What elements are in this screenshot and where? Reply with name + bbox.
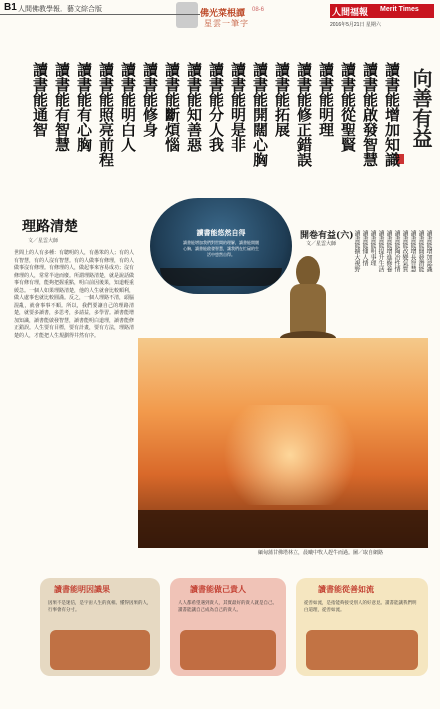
photo-ground [138, 510, 428, 548]
calligraphy-panel [10, 62, 435, 212]
card-title: 讀書能做己貴人 [190, 584, 246, 594]
card-title: 讀書能從善如流 [318, 584, 374, 594]
calligraphy-column: 讀書能拓展 [273, 62, 291, 137]
calligraphy-title: 向善有益 [409, 68, 433, 148]
column-item: 讀書能陶冶性情 [393, 230, 400, 272]
column-item: 讀書能提升生活 [377, 230, 384, 272]
inset-text: 讀書能增加我們對世間的理解，讀書能開闊心胸，讀書能啟發智慧，讓我們在忙碌的生活中悠然自得。 [183, 240, 259, 257]
article-byline: 文／星雲大師 [28, 238, 59, 244]
dust-glow [210, 405, 370, 505]
calligraphy-column: 讀書能有智慧 [53, 62, 71, 152]
guanyin-statue-image [276, 252, 340, 346]
inset-title: 讀書能悠然自得 [196, 228, 246, 237]
calligraphy-column: 讀書能通智 [31, 62, 49, 137]
calligraphy-column: 讀書能增加知識 [383, 62, 401, 167]
calligraphy-column: 讀書能照亮前程 [97, 62, 115, 167]
column-item: 讀書能增長智慧 [409, 230, 416, 272]
calligraphy-column: 讀書能斷煩惱 [163, 62, 181, 152]
card-own-benefactor [170, 578, 286, 676]
card-text: 人人都希望遇到貴人，其實最好的貴人就是自己。讀書能讓自己成為自己的貴人。 [178, 601, 277, 613]
monk-photo [176, 2, 198, 28]
page-header [0, 0, 440, 58]
article-body: 世間上的人有多種：有聰明的人，有愚笨的人；有的人有智慧，有的人沒有智慧。有的人做事有條理，有的人做事沒有條理。有條理的人，做起事來容易成功；沒有條理的人，常常半途而廢。所謂理路清楚，就是說話做事有條有理，能夠把握重點，明白前因後果，知道輕重緩急。一個人如果理路清楚，他的人生就會比較順利，做人處事也就比較圓滿。反之，一個人理路不清，頭腦混亂，就會事事不順。所以，我們要讓自己的理路清楚，就要多讀書，多思考，多請益，多學習。讀書能增加知識，讀書能啟發智慧，讀書能明白道理，讀書能修正錯誤。人生要有目標，要有計畫，要有方法，理路清楚的人，才能把人生規劃得井然有序。 [14, 250, 135, 339]
section-code: B1 [4, 2, 17, 13]
header-rule [0, 14, 200, 15]
inset-ground [160, 268, 282, 286]
card-image [180, 630, 276, 670]
card-cause-effect [40, 578, 160, 676]
column-item: 讀書能改變氣質 [401, 230, 408, 272]
column-item: 讀書能懂人情 [361, 230, 368, 266]
column-item: 讀書能增進修養 [385, 230, 392, 272]
card-image [306, 630, 418, 670]
column-number: 08-6 [252, 7, 265, 13]
article-title: 理路清楚 [22, 219, 78, 235]
calligraphy-column: 讀書能開闊心胸 [251, 62, 269, 167]
column-item: 讀書能擴大視野 [353, 230, 360, 272]
calligraphy-column: 讀書能有心胸 [75, 62, 93, 152]
calligraphy-column: 讀書能啟發智慧 [361, 62, 379, 167]
calligraphy-column: 讀書能修身 [141, 62, 159, 137]
issue-date: 2016年5月21日 星期六 [330, 22, 381, 28]
card-image [50, 630, 150, 670]
calligraphy-column: 讀書能知善惡 [185, 62, 203, 152]
calligraphy-column: 讀書能明是非 [229, 62, 247, 152]
calligraphy-column: 讀書能從聖賢 [339, 62, 357, 152]
brand-name-cn: 人間福報 [332, 7, 369, 17]
calligraphy-column: 讀書能明理 [317, 62, 335, 137]
column-item: 讀書能明事理 [369, 230, 376, 266]
calligraphy-column: 讀書能分人我 [207, 62, 225, 152]
column-name: 佛光菜根譚 [200, 8, 246, 18]
card-follow-good [296, 578, 428, 676]
calligraphy-column: 讀書能修正錯誤 [295, 62, 313, 167]
section-title: 人間佛教學報．藝文綜合版 [18, 6, 102, 13]
column-author: 文／星雲大師 [306, 241, 337, 247]
column-title: 開卷有益(六) [300, 231, 354, 241]
card-text: 從善如流，是指能夠接受別人的好意見。讀書能讓我們明白道理，從善如流。 [304, 601, 417, 613]
column-item: 讀書能開發潛能 [417, 230, 424, 272]
calligraphy-column: 讀書能明白人 [119, 62, 137, 152]
column-item: 讀書能增加認識 [425, 230, 432, 272]
card-title: 讀書能明因識果 [54, 584, 110, 594]
column-subtitle: 星雲一筆字 [204, 19, 249, 28]
brand-name-en: Merit Times [380, 6, 419, 13]
card-text: 因果不是迷信，是宇宙人生的真相。懂得因果的人，行事會有分寸。 [48, 601, 152, 613]
column-list [348, 230, 432, 338]
photo-caption: 緬甸蒲甘佛塔林立，晨曦中牧人趕牛而過。圖／取自網路 [258, 550, 384, 556]
